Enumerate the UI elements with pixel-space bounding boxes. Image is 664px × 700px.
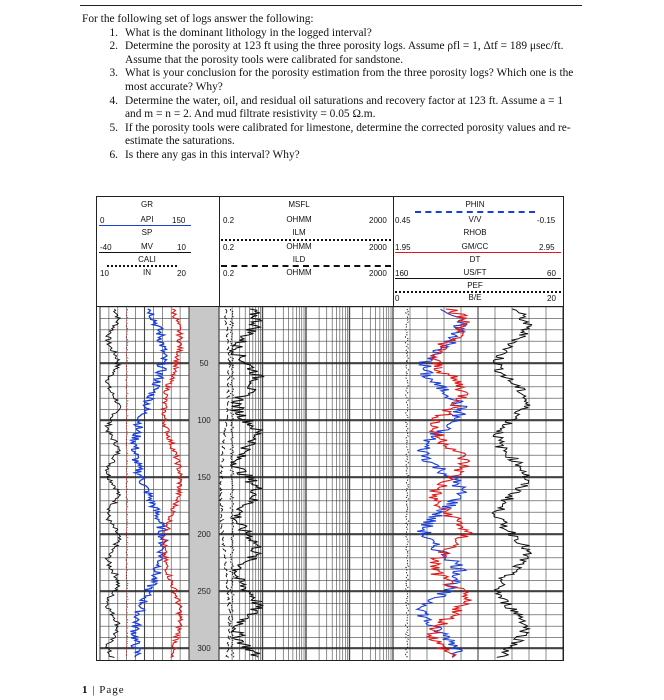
cali-name: CALI (138, 255, 156, 264)
ild-curve (220, 309, 231, 657)
cali-unit: IN (143, 268, 151, 277)
ild-min: 0.2 (223, 269, 235, 278)
depth-label-250: 250 (197, 587, 211, 596)
ild-line-key (221, 265, 391, 267)
depth-label-200: 200 (197, 530, 211, 539)
msfl-min: 0.2 (223, 216, 235, 225)
sp-curve (105, 309, 121, 657)
depth-label-300: 300 (197, 644, 211, 653)
depth-label-150: 150 (197, 473, 211, 482)
page-footer (82, 684, 125, 696)
ild-name: ILD (292, 255, 306, 264)
msfl-max: 2000 (369, 216, 387, 225)
log-tracks-svg (97, 307, 563, 660)
rhob-line-key (395, 252, 561, 253)
gr-curve (131, 309, 168, 657)
cali-max: 20 (177, 269, 186, 278)
ilm-line-key (221, 239, 391, 241)
header-sep-2 (393, 197, 394, 306)
ilm-min: 0.2 (223, 243, 235, 252)
phin-min: 0.45 (395, 216, 411, 225)
sp-name: SP (141, 228, 153, 237)
rhob-unit: GM/CC (461, 242, 489, 251)
question-4: 4. Determine the water, oil, and residual oil saturations and recovery factor at 123 ft. Assume a = 1 and m = n = 2. And mud filtrate resistivity = 0.05 Ω.m. (109, 94, 564, 121)
rhob-max: 2.95 (539, 243, 555, 252)
log-body (97, 307, 563, 660)
log-header (97, 197, 563, 307)
header-sep-1 (219, 197, 220, 306)
msfl-unit: OHMM (286, 215, 312, 224)
sp-unit: MV (141, 242, 153, 251)
dt-max: 60 (547, 269, 556, 278)
cali-line-key (107, 265, 177, 267)
pef-curve (406, 309, 409, 657)
pef-name: PEF (467, 281, 483, 290)
intro-text: For the following set of logs answer the following: (82, 13, 314, 25)
pef-min: 0 (395, 294, 400, 303)
phin-unit: V/V (468, 215, 482, 224)
ilm-name: ILM (292, 228, 306, 237)
msfl-name: MSFL (288, 200, 310, 209)
rhob-name: RHOB (463, 228, 487, 237)
pef-max: 20 (547, 294, 556, 303)
depth-label-100: 100 (197, 416, 211, 425)
cali-min: 10 (100, 269, 109, 278)
ild-max: 2000 (369, 269, 387, 278)
phin-name: PHIN (465, 200, 485, 209)
top-rule (80, 5, 582, 6)
gr-min: 0 (100, 216, 105, 225)
dt-unit: US/FT (463, 268, 487, 277)
question-2: 2. Determine the porosity at 123 ft using the three porosity logs. Assume ρfl = 1, Δtf = 189 μsec/ft. Assume that the porosity tools were calibrated for sandstone. (109, 40, 564, 66)
ilm-max: 2000 (369, 243, 387, 252)
sp-max: 10 (177, 243, 186, 252)
page-word: Page (99, 684, 125, 696)
rhob-min: 1.95 (395, 243, 411, 252)
question-1: 1. What is the dominant lithology in the logged interval? (109, 26, 372, 39)
page-number: 1 (82, 684, 89, 696)
page-sep: | (88, 684, 100, 696)
pef-unit: B/E (468, 293, 482, 302)
sp-min: -40 (100, 243, 112, 252)
dt-min: 160 (395, 269, 409, 278)
ild-unit: OHMM (286, 268, 312, 277)
dt-line-key (395, 278, 561, 279)
well-log-figure (96, 196, 564, 661)
sp-line-key (99, 252, 191, 253)
rhob-curve (427, 309, 472, 657)
question-block (82, 13, 582, 163)
phin-max: -0.15 (537, 216, 556, 225)
question-5: 5. If the porosity tools were calibrated for limestone, determine the corrected porosity values and re-estimate the saturations. (109, 121, 571, 148)
gr-line-key (99, 225, 191, 226)
gr-max: 150 (172, 216, 186, 225)
phin-curve (417, 309, 467, 657)
dt-name: DT (469, 255, 481, 264)
question-3: 3. What is your conclusion for the porosity estimation from the three porosity logs? Which one is the most accurate? Why? (109, 67, 574, 93)
gr-unit: API (140, 215, 154, 224)
ilm-unit: OHMM (286, 242, 312, 251)
phin-line-key (415, 211, 535, 213)
depth-label-50: 50 (199, 359, 209, 368)
question-6: 6. Is there any gas in this interval? Why? (109, 148, 300, 161)
gr-name: GR (141, 200, 153, 209)
